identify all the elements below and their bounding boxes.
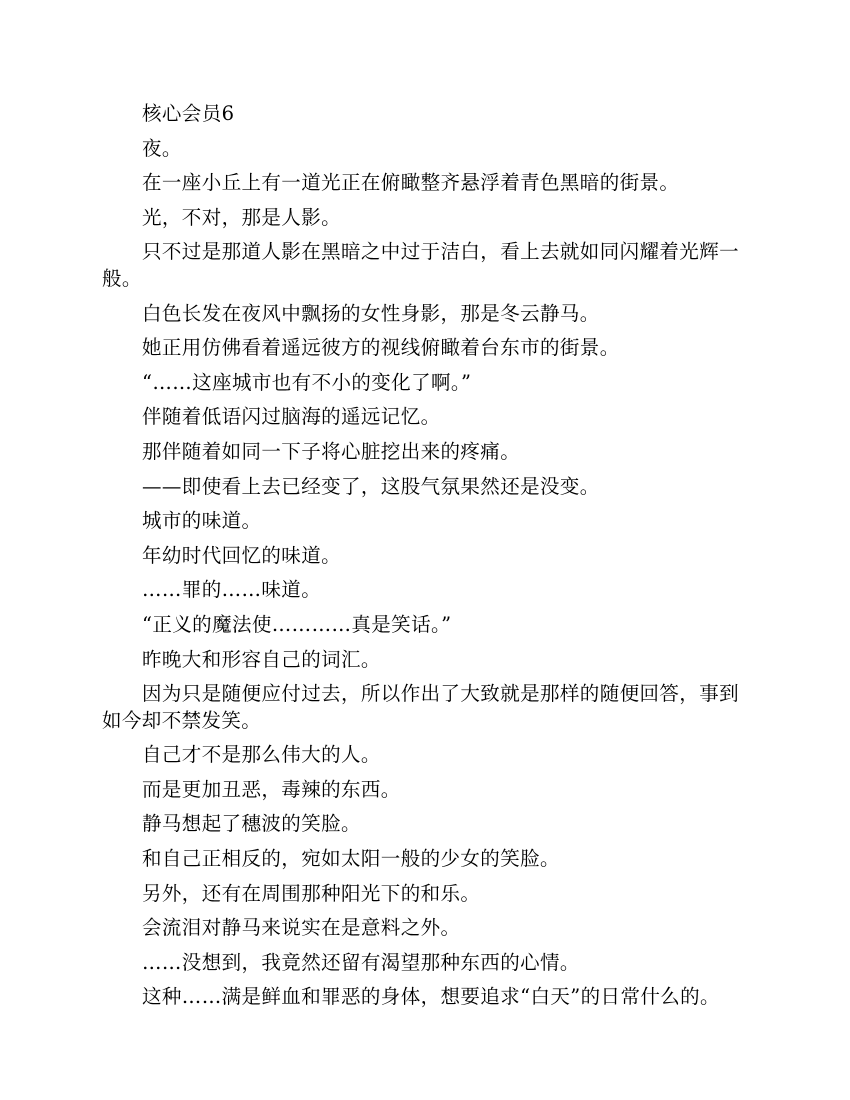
paragraph: 会流泪对静马来说实在是意料之外。 bbox=[142, 916, 461, 940]
paragraph: 年幼时代回忆的味道。 bbox=[142, 543, 342, 567]
paragraph: 那伴随着如同一下子将心脏挖出来的疼痛。 bbox=[142, 439, 521, 463]
paragraph: 昨晚大和形容自己的词汇。 bbox=[142, 647, 381, 671]
paragraph: ……没想到，我竟然还留有渴望那种东西的心情。 bbox=[142, 950, 580, 974]
paragraph: 和自己正相反的，宛如太阳一般的少女的笑脸。 bbox=[142, 847, 560, 871]
paragraph: “正义的魔法使…………真是笑话。” bbox=[142, 612, 452, 636]
paragraph: 光，不对，那是人影。 bbox=[142, 205, 342, 229]
paragraph: 自己才不是那么伟大的人。 bbox=[142, 743, 381, 767]
paragraph: ——即使看上去已经变了，这股气氛果然还是没变。 bbox=[142, 474, 600, 498]
paragraph: 夜。 bbox=[142, 136, 182, 160]
paragraph: 在一座小丘上有一道光正在俯瞰整齐悬浮着青色黑暗的街景。 bbox=[142, 171, 680, 195]
paragraph: 另外，还有在周围那种阳光下的和乐。 bbox=[142, 881, 481, 905]
document-page bbox=[102, 101, 750, 1019]
paragraph: “……这座城市也有不小的变化了啊。” bbox=[142, 370, 472, 394]
paragraph: 城市的味道。 bbox=[142, 509, 262, 533]
paragraph-title: 核心会员6 bbox=[142, 102, 235, 125]
paragraph: 而是更加丑恶，毒辣的东西。 bbox=[142, 777, 401, 801]
paragraph: 因为只是随便应付过去，所以作出了大致就是那样的随便回答，事到如今却不禁发笑。 bbox=[102, 682, 740, 732]
paragraph: 她正用仿佛看着遥远彼方的视线俯瞰着台东市的街景。 bbox=[142, 336, 620, 360]
paragraph: 只不过是那道人影在黑暗之中过于洁白，看上去就如同闪耀着光辉一般。 bbox=[102, 240, 740, 290]
paragraph: 静马想起了穗波的笑脸。 bbox=[142, 812, 361, 836]
paragraph: ……罪的……味道。 bbox=[142, 578, 322, 602]
paragraph: 白色长发在夜风中飘扬的女性身影，那是冬云静马。 bbox=[142, 301, 600, 325]
paragraph: 伴随着低语闪过脑海的遥远记忆。 bbox=[142, 405, 441, 429]
paragraph: 这种……满是鲜血和罪恶的身体，想要追求“白天”的日常什么的。 bbox=[142, 985, 720, 1009]
